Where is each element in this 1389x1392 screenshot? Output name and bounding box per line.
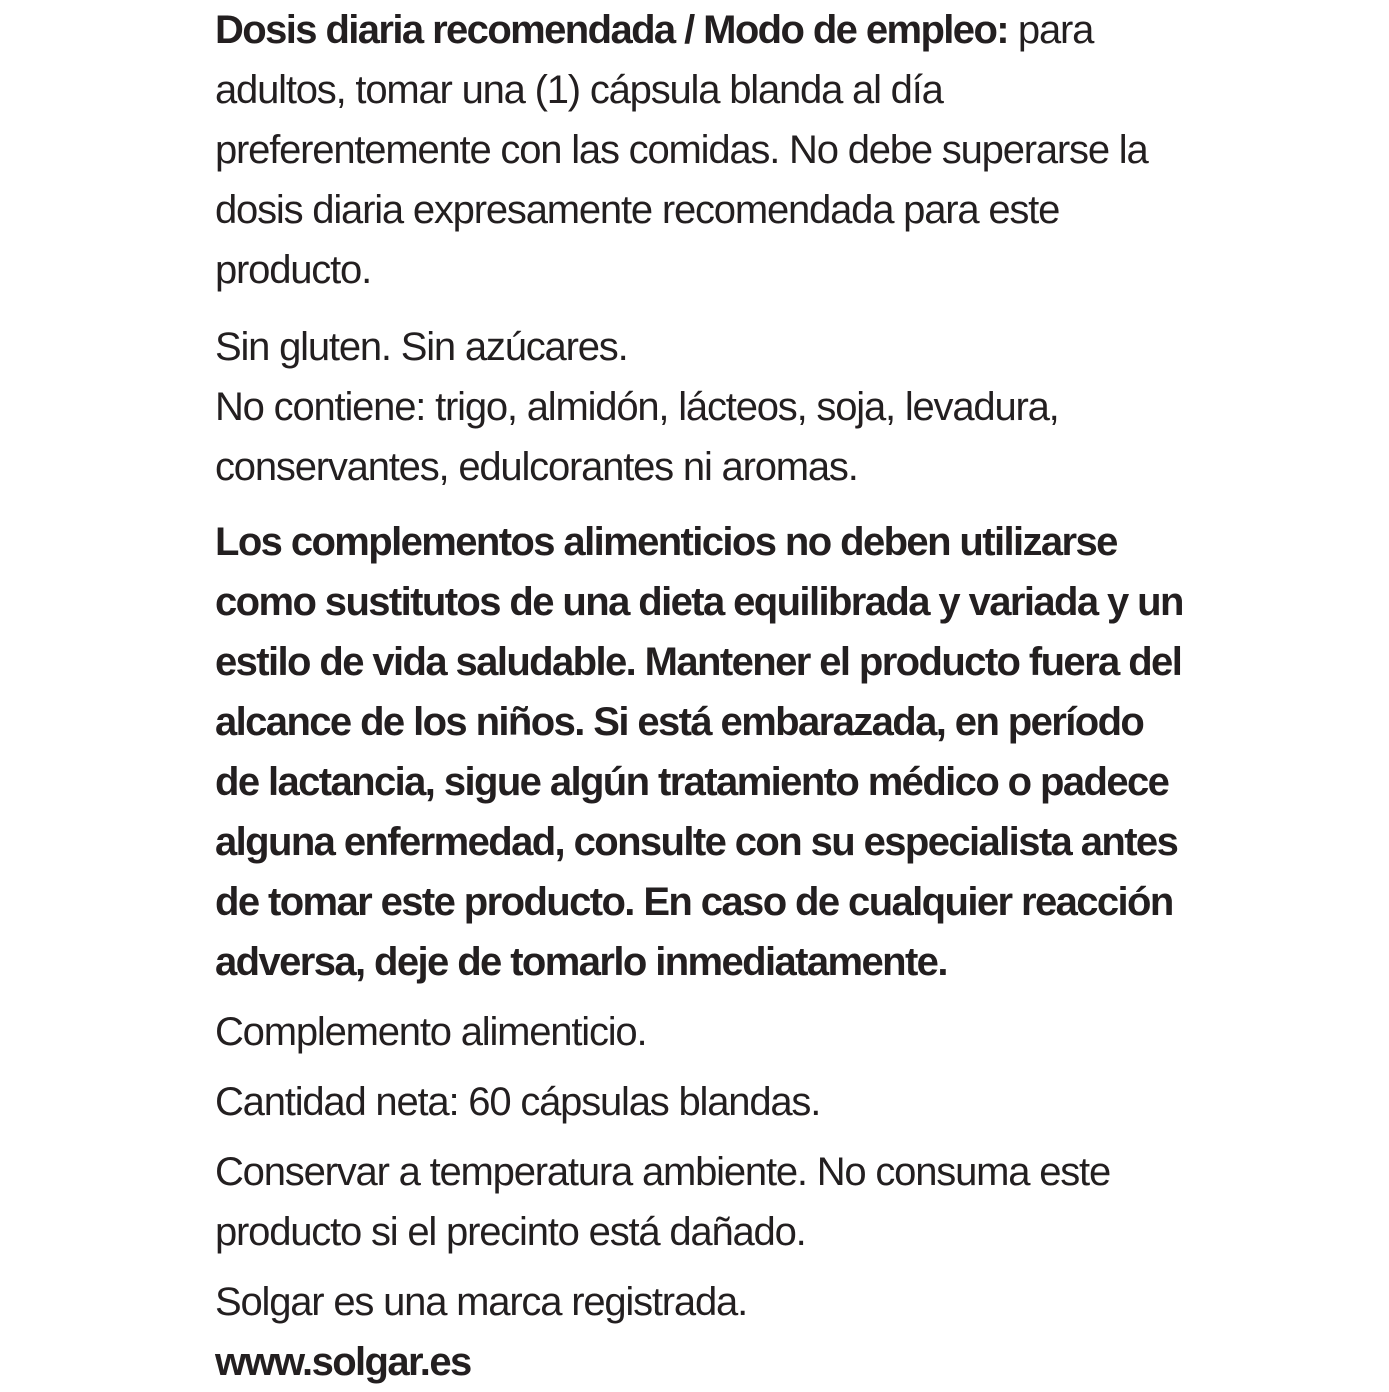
product-label-text	[215, 0, 1195, 1392]
dose-heading: Dosis diaria recomendada / Modo de empleo:	[215, 8, 1008, 52]
net-quantity: Cantidad neta: 60 cápsulas blandas.	[215, 1080, 821, 1124]
dose-paragraph	[215, 0, 1195, 300]
not-contains-list: No contiene: trigo, almidón, lácteos, soja, levadura, conservantes, edulcorantes ni aromas.	[215, 385, 1059, 489]
storage-instructions: Conservar a temperatura ambiente. No consuma este producto si el precinto está dañado.	[215, 1150, 1111, 1254]
website-text: www.solgar.es	[215, 1340, 471, 1384]
trademark-notice: Solgar es una marca registrada.	[215, 1280, 747, 1324]
dose-text: para adultos, tomar una (1) cápsula blanda al día preferentemente con las comidas. No debe superarse la dosis diaria expresamente recomendada para este producto.	[215, 8, 1148, 292]
warning-paragraph: Los complementos alimenticios no deben utilizarse como sustitutos de una dieta equilibrada y variada y un estilo de vida saludable. Mantener el producto fuera del alcance de los niños. Si está embarazada, en período de lactancia, sigue algún tratamiento médico o padece alguna enfermedad, consulte con su especialista antes de tomar este producto. En caso de cualquier reacción adversa, deje de tomarlo inmediatamente.	[215, 520, 1183, 984]
product-type: Complemento alimenticio.	[215, 1010, 647, 1054]
gluten-sugar-free: Sin gluten. Sin azúcares.	[215, 325, 628, 369]
